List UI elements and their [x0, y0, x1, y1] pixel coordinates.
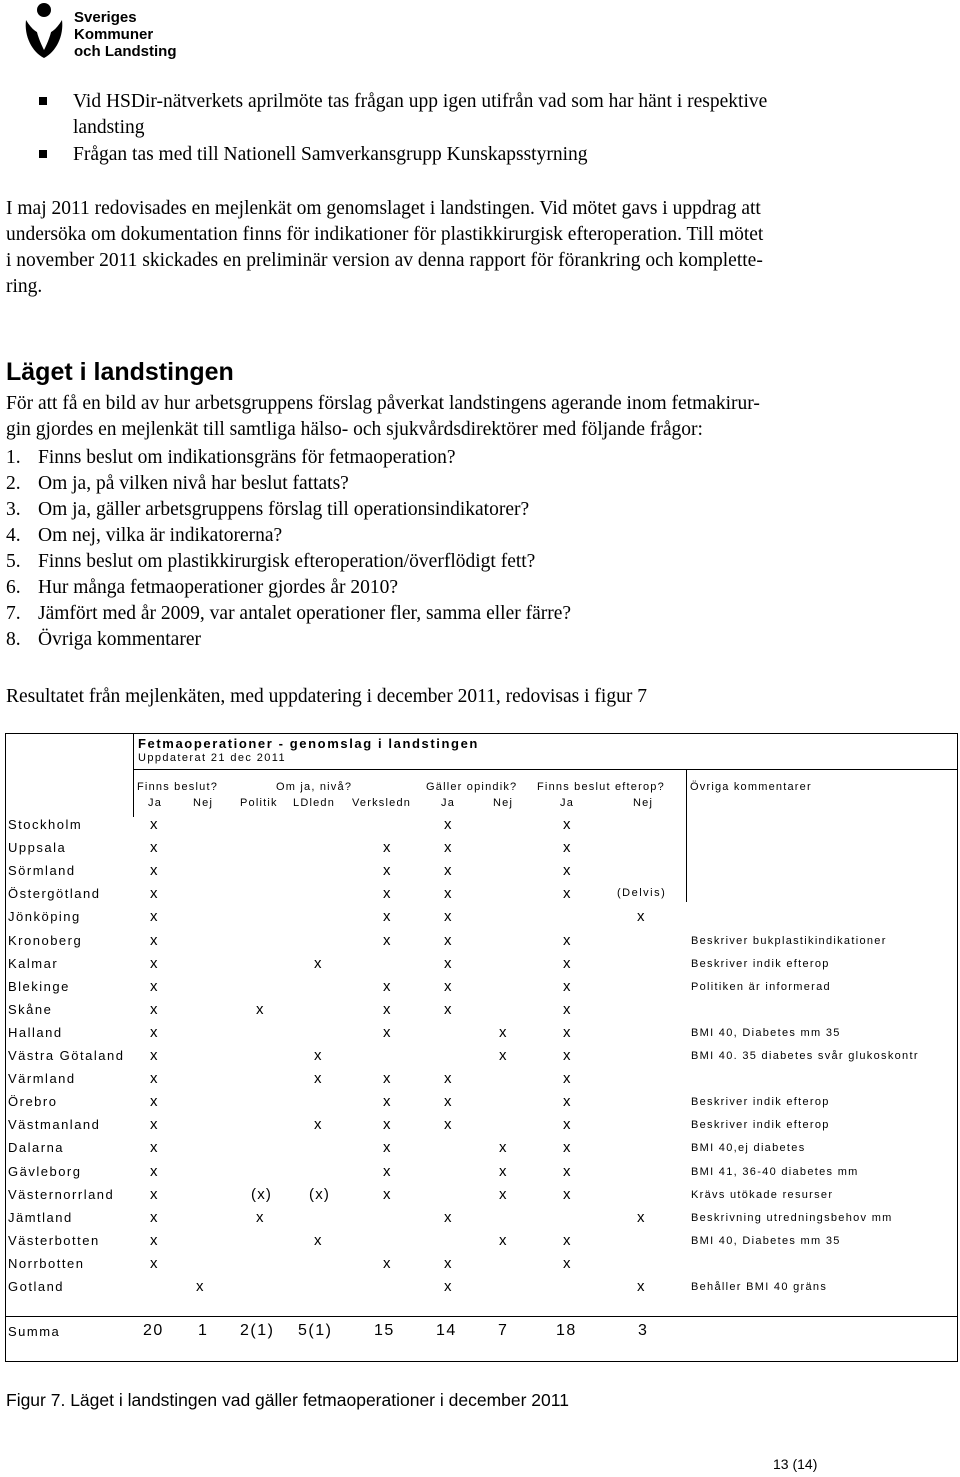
- sum-label: Summa: [8, 1324, 61, 1339]
- sum-cell: 18: [556, 1322, 577, 1339]
- mark-cell: x: [383, 1023, 392, 1041]
- mark-cell: (x): [309, 1185, 331, 1203]
- logo: [22, 2, 182, 62]
- mark-cell: x: [444, 1278, 453, 1295]
- paragraph: För att få en bild av hur arbetsgruppens förslag påverkat landstingens agerande inom fetmakirur- gin gjordes en mejlenkät till samtliga hälso- och sjukvårdsdirektörer med följande frågor:: [6, 393, 760, 440]
- sum-cell: 14: [436, 1322, 457, 1339]
- mark-cell: x: [563, 1070, 572, 1088]
- mark-cell: x: [150, 1000, 159, 1018]
- mark-cell: x: [150, 1116, 159, 1134]
- mark-cell: x: [499, 1185, 508, 1203]
- sum-cell: 15: [374, 1322, 395, 1339]
- mark-cell: x: [444, 908, 453, 926]
- row-label: Västra Götaland: [8, 1048, 125, 1063]
- sum-cell: 7: [498, 1322, 509, 1339]
- mark-cell: x: [150, 1231, 159, 1249]
- mark-cell: x: [563, 839, 572, 857]
- mark-cell: x: [444, 1116, 453, 1134]
- mark-cell: x: [383, 1000, 392, 1018]
- mark-cell: x: [637, 908, 646, 926]
- mark-cell: x: [314, 1116, 323, 1134]
- mark-cell: x: [499, 1139, 508, 1157]
- mark-cell: x: [150, 1185, 159, 1203]
- mark-cell: x: [499, 1162, 508, 1180]
- sum-cell: 3: [638, 1322, 649, 1339]
- header-nej: Nej: [633, 797, 654, 809]
- bullet-text: Vid HSDir-nätverkets aprilmöte tas frågan upp igen utifrån vad som har hänt i respektive landsting: [73, 91, 768, 138]
- row-label: Kronoberg: [8, 932, 83, 948]
- mark-cell: x: [383, 1139, 392, 1157]
- comment-cell: Beskriver indik efterop: [691, 1096, 830, 1109]
- mark-cell: x: [383, 1254, 392, 1272]
- question-list: [6, 445, 571, 653]
- mark-cell: x: [444, 1208, 453, 1226]
- row-label: Skåne: [8, 1001, 53, 1017]
- bullet-text: Frågan tas med till Nationell Samverkansgrupp Kunskapsstyrning: [73, 144, 588, 165]
- mark-cell: x: [444, 931, 453, 949]
- mark-cell: x: [563, 1231, 572, 1249]
- comment-cell: Beskriver indik efterop: [691, 957, 830, 970]
- list-item: 3. Om ja, gäller arbetsgruppens förslag till operationsindikatorer?: [6, 499, 530, 520]
- mark-cell: x: [444, 1070, 453, 1088]
- mark-cell: x: [150, 1254, 159, 1272]
- row-label: Jämtland: [8, 1209, 73, 1225]
- row-label: Gotland: [8, 1279, 65, 1294]
- header-verksledn: Verksledn: [352, 797, 412, 809]
- list-item: 5. Finns beslut om plastikkirurgisk efteroperation/överflödigt fett?: [6, 551, 536, 572]
- mark-cell: x: [563, 1185, 572, 1203]
- mark-cell: x: [563, 931, 572, 949]
- mark-cell: x: [444, 839, 453, 857]
- row-label: Gävleborg: [8, 1163, 82, 1179]
- mark-cell: x: [150, 977, 159, 995]
- mark-cell: x: [383, 1070, 392, 1088]
- mark-cell: x: [499, 1047, 508, 1064]
- header-finns-beslut: Finns beslut?: [137, 781, 219, 793]
- mark-cell: x: [383, 1185, 392, 1203]
- row-label: Uppsala: [8, 840, 67, 856]
- mark-cell: x: [637, 1208, 646, 1226]
- mark-cell: x: [444, 862, 453, 880]
- row-label: Halland: [8, 1024, 63, 1040]
- mark-cell: x: [150, 816, 159, 833]
- figure-caption: Figur 7. Läget i landstingen vad gäller fetmaoperationer i december 2011: [6, 1390, 569, 1410]
- mark-cell: x: [499, 1231, 508, 1249]
- comment-cell: Politiken är informerad: [691, 980, 831, 993]
- sum-cell: 20: [143, 1322, 164, 1339]
- mark-cell: x: [563, 1000, 572, 1018]
- mark-cell: x: [563, 862, 572, 880]
- header-nej: Nej: [193, 797, 214, 809]
- mark-cell: x: [499, 1023, 508, 1041]
- mark-cell: x: [383, 862, 392, 880]
- row-label: Västernorrland: [8, 1186, 115, 1202]
- list-item: 2. Om ja, på vilken nivå har beslut fattats?: [6, 473, 349, 494]
- section-heading: Läget i landstingen: [6, 358, 234, 386]
- row-label: Västmanland: [8, 1117, 101, 1133]
- mark-cell: x: [256, 1000, 265, 1018]
- mark-cell: x: [150, 862, 159, 880]
- mark-cell: x: [563, 1162, 572, 1180]
- row-label: Sörmland: [8, 863, 76, 879]
- mark-cell: x: [383, 1093, 392, 1111]
- comment-cell: BMI 40. 35 diabetes svår glukoskontr: [691, 1050, 919, 1062]
- row-label: Blekinge: [8, 978, 70, 994]
- comment-cell: Beskrivning utredningsbehov mm: [691, 1211, 893, 1224]
- mark-cell: x: [383, 1116, 392, 1134]
- bullet-square: [39, 150, 47, 158]
- mark-cell: x: [563, 885, 572, 903]
- mark-cell: x: [150, 1162, 159, 1180]
- mark-cell: x: [444, 885, 453, 903]
- mark-cell: x: [150, 885, 159, 903]
- row-label: Västerbotten: [8, 1232, 100, 1248]
- logo-line2: Kommuner: [74, 26, 154, 43]
- row-label: Värmland: [8, 1071, 76, 1087]
- mark-cell: x: [383, 1162, 392, 1180]
- logo-icon: [22, 2, 66, 60]
- list-item: 7. Jämfört med år 2009, var antalet operationer fler, samma eller färre?: [6, 603, 572, 624]
- header-nej: Nej: [493, 797, 514, 809]
- row-label: Stockholm: [8, 817, 83, 832]
- mark-cell: x: [563, 1116, 572, 1134]
- mark-cell: x: [256, 1208, 265, 1226]
- comment-cell: BMI 40,ej diabetes: [691, 1142, 806, 1155]
- sum-cell: 5(1): [298, 1322, 333, 1339]
- mark-cell: x: [150, 1139, 159, 1157]
- mark-cell: x: [314, 1231, 323, 1249]
- mark-cell: x: [383, 931, 392, 949]
- mark-cell: x: [383, 839, 392, 857]
- mark-cell: x: [150, 908, 159, 926]
- mark-cell: (x): [251, 1185, 273, 1203]
- sum-cell: 1: [198, 1322, 209, 1339]
- row-label: Jönköping: [8, 909, 81, 925]
- mark-cell: x: [196, 1278, 205, 1295]
- table-subtitle: Uppdaterat 21 dec 2011: [138, 752, 287, 764]
- mark-cell: x: [563, 816, 572, 833]
- mark-cell: x: [563, 977, 572, 995]
- mark-cell: x: [150, 931, 159, 949]
- mark-cell: x: [444, 1254, 453, 1272]
- comment-cell: BMI 40, Diabetes mm 35: [691, 1234, 841, 1247]
- mark-cell: x: [444, 1093, 453, 1111]
- result-line: Resultatet från mejlenkäten, med uppdatering i december 2011, redovisas i figur 7: [6, 686, 647, 707]
- mark-cell: x: [383, 977, 392, 995]
- comment-cell: Krävs utökade resurser: [691, 1188, 834, 1201]
- mark-cell: x: [444, 954, 453, 972]
- mark-cell: x: [150, 1023, 159, 1041]
- comment-cell: BMI 41, 36-40 diabetes mm: [691, 1165, 859, 1178]
- comment-cell: Behåller BMI 40 gräns: [691, 1281, 828, 1293]
- mark-cell: (Delvis): [617, 887, 667, 900]
- header-ja: Ja: [560, 797, 575, 809]
- header-ja: Ja: [148, 797, 163, 809]
- mark-cell: x: [383, 885, 392, 903]
- mark-cell: x: [444, 1000, 453, 1018]
- comment-cell: Beskriver bukplastikindikationer: [691, 934, 887, 947]
- header-ja: Ja: [441, 797, 456, 809]
- header-politik: Politik: [240, 797, 278, 809]
- row-label: Östergötland: [8, 886, 101, 902]
- mark-cell: x: [563, 1023, 572, 1041]
- list-item: 4. Om nej, vilka är indikatorerna?: [6, 525, 283, 546]
- mark-cell: x: [563, 1047, 572, 1064]
- logo-line1: Sveriges: [74, 9, 137, 26]
- list-item: 8. Övriga kommentarer: [6, 629, 201, 650]
- row-label: Örebro: [8, 1094, 58, 1110]
- header-ldledn: LDledn: [293, 797, 336, 809]
- row-label: Kalmar: [8, 955, 59, 971]
- header-efterop: Finns beslut efterop?: [537, 781, 665, 793]
- mark-cell: x: [383, 908, 392, 926]
- page-number: 13 (14): [773, 1456, 818, 1472]
- mark-cell: x: [314, 954, 323, 972]
- header-kommentarer: Övriga kommentarer: [690, 781, 812, 793]
- mark-cell: x: [150, 839, 159, 857]
- mark-cell: x: [150, 1070, 159, 1088]
- list-item: 1. Finns beslut om indikationsgräns för fetmaoperation?: [6, 447, 456, 468]
- mark-cell: x: [314, 1070, 323, 1088]
- row-label: Dalarna: [8, 1140, 65, 1156]
- mark-cell: x: [563, 1093, 572, 1111]
- mark-cell: x: [150, 1047, 159, 1064]
- bullet-square: [39, 97, 47, 105]
- paragraph: I maj 2011 redovisades en mejlenkät om genomslaget i landstingen. Vid mötet gavs i uppdrag att undersöka om dokumentation finns för indikationer för plastikkirurgisk efteroperation. Till mötet i november 2011 skickades en preliminär version av denna rapport för förankring och komplette- ring.: [6, 198, 764, 297]
- mark-cell: x: [637, 1278, 646, 1295]
- mark-cell: x: [444, 977, 453, 995]
- comment-cell: BMI 40, Diabetes mm 35: [691, 1026, 841, 1039]
- table-title: Fetmaoperationer - genomslag i landstingen: [138, 736, 479, 751]
- sum-cell: 2(1): [240, 1322, 275, 1339]
- mark-cell: x: [150, 1208, 159, 1226]
- mark-cell: x: [563, 954, 572, 972]
- mark-cell: x: [563, 1254, 572, 1272]
- comment-cell: Beskriver indik efterop: [691, 1119, 830, 1132]
- header-opindik: Gäller opindik?: [426, 781, 518, 793]
- mark-cell: x: [314, 1047, 323, 1064]
- logo-line3: och Landsting: [74, 43, 177, 60]
- mark-cell: x: [150, 954, 159, 972]
- mark-cell: x: [563, 1139, 572, 1157]
- header-niva: Om ja, nivå?: [276, 781, 353, 793]
- mark-cell: x: [444, 816, 453, 833]
- row-label: Norrbotten: [8, 1255, 85, 1271]
- list-item: 6. Hur många fetmaoperationer gjordes år 2010?: [6, 577, 399, 598]
- mark-cell: x: [150, 1093, 159, 1111]
